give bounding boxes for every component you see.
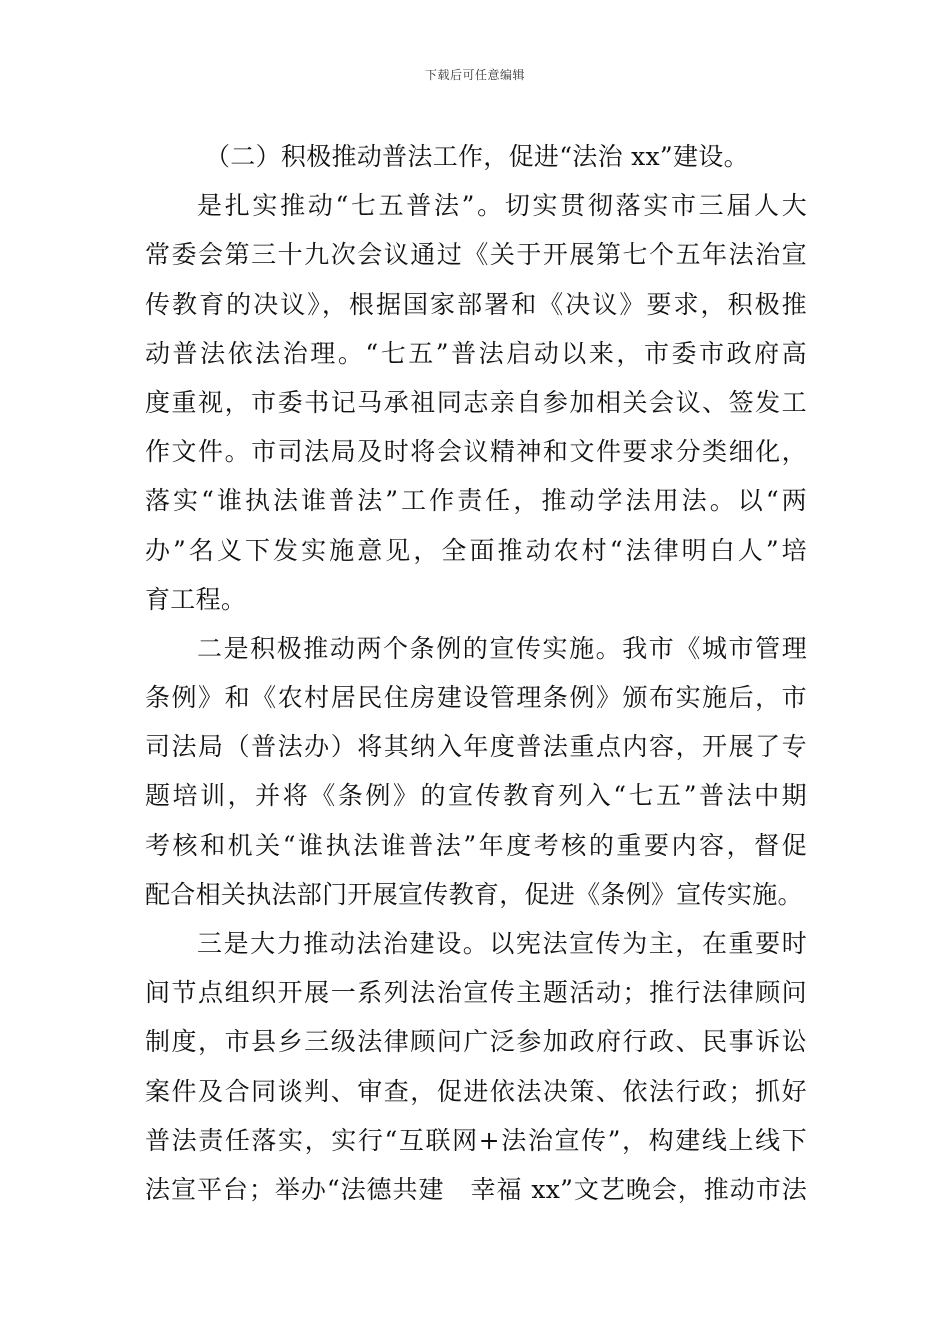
paragraph-line: 度重视，市委书记马承祖同志亲自参加相关会议、签发工: [145, 387, 807, 417]
paragraph-line: 二是积极推动两个条例的宣传实施。我市《城市管理: [197, 633, 807, 663]
paragraph-line: 法宣平台；举办“法德共建 幸福 xx”文艺晚会，推动市法: [145, 1174, 807, 1204]
paragraph-line: 传教育的决议》，根据国家部署和《决议》要求，积极推: [145, 289, 807, 319]
paragraph-line: 制度，市县乡三级法律顾问广泛参加政府行政、民事诉讼: [145, 1027, 807, 1057]
paragraph-line: 动普法依法治理。“七五”普法启动以来，市委市政府高: [145, 338, 807, 368]
section-heading: （二）积极推动普法工作，促进“法治 xx”建设。: [205, 142, 749, 171]
paragraph-line: 配合相关执法部门开展宣传教育，促进《条例》宣传实施。: [145, 879, 803, 909]
paragraph-line: 间节点组织开展一系列法治宣传主题活动；推行法律顾问: [145, 978, 807, 1008]
paragraph-line: 考核和机关“谁执法谁普法”年度考核的重要内容，督促: [145, 830, 807, 860]
paragraph-line: 司法局（普法办）将其纳入年度普法重点内容，开展了专: [145, 732, 807, 762]
paragraph-line: 题培训，并将《条例》的宣传教育列入“七五”普法中期: [145, 781, 807, 811]
paragraph-line: 案件及合同谈判、审查，促进依法决策、依法行政；抓好: [145, 1076, 807, 1106]
header-note: 下载后可任意编辑: [424, 68, 525, 82]
paragraph-line: 办”名义下发实施意见，全面推动农村“法律明白人”培: [145, 535, 807, 565]
paragraph-line: 条例》和《农村居民住房建设管理条例》颁布实施后，市: [145, 683, 807, 713]
paragraph-line: 三是大力推动法治建设。以宪法宣传为主，在重要时: [197, 929, 807, 958]
paragraph-line: 落实“谁执法谁普法”工作责任，推动学法用法。以“两: [145, 486, 807, 516]
paragraph-line: 是扎实推动“七五普法”。切实贯彻落实市三届人大: [197, 191, 807, 221]
paragraph-line: 育工程。: [145, 584, 247, 614]
paragraph-line: 常委会第三十九次会议通过《关于开展第七个五年法治宣: [145, 240, 807, 270]
paragraph-line: 作文件。市司法局及时将会议精神和文件要求分类细化，: [145, 437, 807, 467]
document-body: [145, 132, 807, 1214]
paragraph-line: 普法责任落实，实行“互联网+法治宣传”，构建线上线下: [145, 1125, 807, 1155]
